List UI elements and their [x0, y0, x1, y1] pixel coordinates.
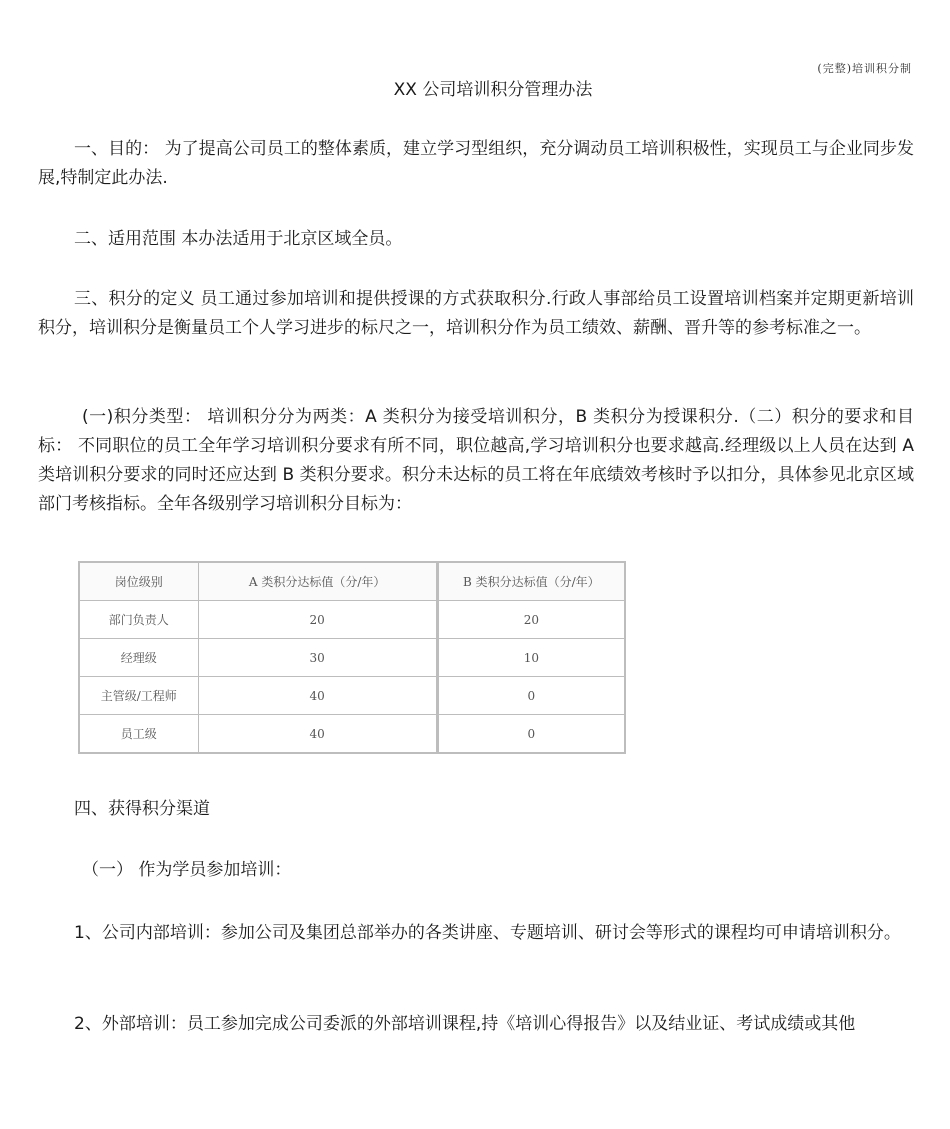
table-cell: 主管级/工程师: [79, 677, 198, 715]
table-cell: 20: [437, 601, 625, 639]
document-title: XX 公司培训积分管理办法: [393, 80, 593, 100]
table-cell: 40: [198, 715, 437, 754]
table-cell: 员工级: [79, 715, 198, 754]
table-header-row: [79, 562, 625, 601]
table-cell: 经理级: [79, 639, 198, 677]
table-cell: 10: [437, 639, 625, 677]
header-note: (完整)培训积分制: [817, 62, 912, 75]
table-row: [79, 639, 625, 677]
score-target-table: [78, 561, 626, 754]
table-row: [79, 677, 625, 715]
table-cell: 0: [437, 715, 625, 754]
scope-paragraph: 二、适用范围 本办法适用于北京区域全员。: [74, 229, 403, 249]
table-row: [79, 715, 625, 754]
external-training-paragraph: 2、外部培训：员工参加完成公司委派的外部培训课程,持《培训心得报告》以及结业证、考试成绩或其他: [74, 1014, 856, 1034]
channels-heading: 四、获得积分渠道: [74, 799, 210, 819]
definition-paragraph: 三、积分的定义 员工通过参加培训和提供授课的方式获取积分.行政人事部给员工设置培训档案并定期更新培训积分，培训积分是衡量员工个人学习进步的标尺之一，培训积分作为员工绩效、薪酬、晋升等的参考标准之一。: [38, 289, 914, 338]
score-types-paragraph: (一)积分类型： 培训积分分为两类：A 类积分为接受培训积分，B 类积分为授课积分.（二）积分的要求和目标： 不同职位的员工全年学习培训积分要求有所不同，职位越高,学习培训积分也要求越高.经理级以上人员在达到 A 类培训积分要求的同时还应达到 B 类积分要求。积分未达标的员工将在年底绩效考核时予以扣分，具体参见北京区域部门考核指标。全年各级别学习培训积分目标为：: [38, 407, 914, 514]
purpose-paragraph: 一、目的： 为了提高公司员工的整体素质，建立学习型组织，充分调动员工培训积极性，实现员工与企业同步发展,特制定此办法.: [38, 139, 914, 188]
trainee-subheading: （一） 作为学员参加培训：: [82, 860, 292, 880]
table-cell: 30: [198, 639, 437, 677]
table-header-cell: B 类积分达标值（分/年）: [437, 562, 625, 601]
table-cell: 40: [198, 677, 437, 715]
table-header-cell: A 类积分达标值（分/年）: [198, 562, 437, 601]
table-header-cell: 岗位级别: [79, 562, 198, 601]
table-cell: 部门负责人: [79, 601, 198, 639]
table-cell: 20: [198, 601, 437, 639]
internal-training-paragraph: 1、公司内部培训：参加公司及集团总部举办的各类讲座、专题培训、研讨会等形式的课程均可申请培训积分。: [74, 923, 901, 943]
table-row: [79, 601, 625, 639]
table-cell: 0: [437, 677, 625, 715]
